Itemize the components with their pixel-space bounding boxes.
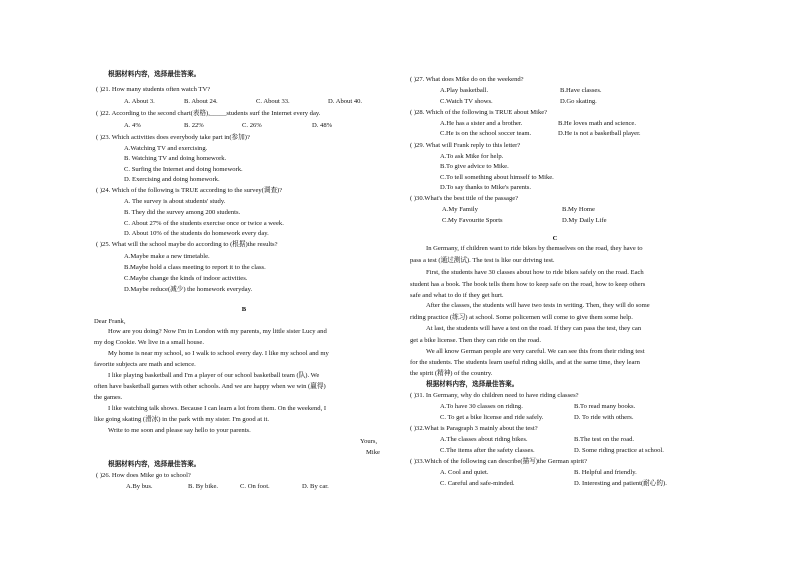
q22-option-d: D. 48% — [312, 122, 333, 129]
q30-stem: ( )30.What's the best title of the passage? — [410, 195, 519, 202]
q32-option-b: B.The test on the road. — [574, 436, 635, 443]
q33-stem: ( )33.Which of the following can describe(描写)the German spirit? — [410, 458, 588, 465]
letter-line: I like playing basketball and I'm a player of our school basketball team (队). We — [108, 372, 320, 379]
section-c-heading: C — [552, 235, 558, 242]
q26-option-b: B. By bike. — [188, 483, 219, 490]
q33-option-a: A. Cool and quiet. — [440, 469, 489, 476]
q23-option-a: A.Watching TV and exercising. — [124, 145, 208, 152]
q29-option-c: C.To tell something about himself to Mike. — [440, 174, 554, 181]
q25-option-d: D.Maybe reduce(减少) the homework everyday. — [124, 286, 253, 293]
instructions-3: 根据材料内容，选择最佳答案。 — [426, 381, 519, 388]
q23-option-b: B. Watching TV and doing homework. — [124, 155, 227, 162]
q22-stem: ( )22. According to the second chart(表格),_____students surf the Internet every day. — [96, 110, 321, 117]
instructions-1: 根据材料内容，选择最佳答案。 — [108, 71, 201, 78]
letter-line: my dog Cookie. We live in a small house. — [94, 339, 204, 346]
letter-line: favorite subjects are math and science. — [94, 361, 196, 368]
passage-line: After the classes, the students will have two tests in writing. Then, they will do some — [426, 302, 650, 309]
q21-option-c: C. About 33. — [256, 98, 290, 105]
q24-option-a: A. The survey is about students' study. — [124, 198, 226, 205]
q26-option-d: D. By car. — [302, 483, 329, 490]
q27-option-b: B.Have classes. — [560, 87, 602, 94]
q24-option-c: C. About 27% of the students exercise once or twice a week. — [124, 220, 284, 227]
q28-option-b: B.He loves math and science. — [558, 120, 637, 127]
instructions-2: 根据材料内容，选择最佳答案。 — [108, 461, 201, 468]
q24-option-d: D. About 10% of the students do homework every day. — [124, 230, 269, 237]
letter-line: I like watching talk shows. Because I can learn a lot from them. On the weekend, I — [108, 405, 327, 412]
q21-stem: ( )21. How many students often watch TV? — [96, 86, 211, 93]
q33-option-c: C. Careful and safe-minded. — [440, 480, 515, 487]
letter-closing: Yours, — [360, 438, 378, 445]
q30-option-c: C.My Favourite Sports — [442, 217, 503, 224]
q24-stem: ( )24. Which of the following is TRUE according to the survey(调查)? — [96, 187, 283, 194]
q29-stem: ( )29. What will Frank reply to this letter? — [410, 142, 521, 149]
passage-line: At last, the students will have a test on the road. If they can pass the test, they can — [426, 325, 642, 332]
passage-line: In Germany, if children want to ride bikes by themselves on the road, they have to — [426, 245, 643, 252]
letter-line: My home is near my school, so I walk to school every day. I like my school and my — [108, 350, 329, 357]
q28-stem: ( )28. Which of the following is TRUE about Mike? — [410, 109, 548, 116]
q27-option-c: C.Watch TV shows. — [440, 98, 493, 105]
q31-option-b: B.To read many books. — [574, 403, 636, 410]
q27-option-a: A.Play basketball. — [440, 87, 489, 94]
q23-stem: ( )23. Which activities does everybody take part in(参加)? — [96, 134, 250, 141]
passage-line: We all know German people are very careful. We can see this from their riding test — [426, 348, 645, 355]
q32-option-a: A.The classes about riding bikes. — [440, 436, 528, 443]
q29-option-a: A.To ask Mike for help. — [440, 153, 504, 160]
letter-greeting: Dear Frank, — [94, 318, 126, 325]
q31-option-a: A.To have 30 classes on riding. — [440, 403, 523, 410]
q22-option-a: A. 4% — [124, 122, 141, 129]
q32-stem: ( )32.What is Paragraph 3 mainly about the test? — [410, 425, 538, 432]
q21-option-b: B. About 24. — [184, 98, 218, 105]
q26-option-a: A.By bus. — [126, 483, 153, 490]
passage-line: pass a test (通过测试). The test is like our driving test. — [410, 257, 555, 264]
passage-line: student has a book. The book tells them how to keep safe on the road, how to keep others — [410, 281, 646, 288]
q25-option-a: A.Maybe make a new timetable. — [124, 253, 210, 260]
q22-option-b: B. 22% — [184, 122, 204, 129]
q31-option-d: D. To ride with others. — [574, 414, 634, 421]
q29-option-b: B.To give advice to Mike. — [440, 163, 509, 170]
q32-option-c: C.The items after the safety classes. — [440, 447, 535, 454]
q25-stem: ( )25. What will the school maybe do according to (根据)the results? — [96, 241, 278, 248]
q30-option-a: A.My Family — [442, 206, 478, 213]
q31-option-c: C. To get a bike license and ride safely. — [440, 414, 544, 421]
q24-option-b: B. They did the survey among 200 students. — [124, 209, 241, 216]
q29-option-d: D.To say thanks to Mike's parents. — [440, 184, 532, 191]
passage-line: safe and what to do if they get hurt. — [410, 292, 504, 299]
letter-line: often have basketball games with other schools. And we are happy when we win (赢得) — [94, 383, 326, 390]
q21-option-d: D. About 40. — [328, 98, 363, 105]
q25-option-b: B.Maybe hold a class meeting to report it to the class. — [124, 264, 266, 271]
q30-option-b: B.My Home — [562, 206, 595, 213]
q33-option-b: B. Helpful and friendly. — [574, 469, 637, 476]
q25-option-c: C.Maybe change the kinds of indoor activities. — [124, 275, 248, 282]
q23-option-d: D. Exercising and doing homework. — [124, 176, 220, 183]
q26-stem: ( )26. How does Mike go to school? — [96, 472, 191, 479]
q21-option-a: A. About 3. — [124, 98, 155, 105]
q23-option-c: C. Surfing the Internet and doing homework. — [124, 166, 243, 173]
q28-option-d: D.He is not a basketball player. — [558, 130, 641, 137]
q26-option-c: C. On foot. — [240, 483, 270, 490]
passage-line: get a bike license. Then they can ride on the road. — [410, 337, 541, 344]
letter-line: How are you doing? Now I'm in London with my parents, my little sister Lucy and — [108, 328, 327, 335]
section-b-heading: B — [241, 306, 247, 313]
q30-option-d: D.My Daily Life — [562, 217, 607, 224]
q27-stem: ( )27. What does Mike do on the weekend? — [410, 76, 524, 83]
q28-option-c: C.He is on the school soccer team. — [440, 130, 532, 137]
q22-option-c: C. 26% — [242, 122, 262, 129]
passage-line: First, the students have 30 classes about how to ride bikes safely on the road. Each — [426, 269, 644, 276]
q33-option-d: D. Interesting and patient(耐心的). — [574, 480, 667, 487]
letter-line: the games. — [94, 394, 123, 401]
passage-line: the spirit (精神) of the country. — [410, 370, 493, 377]
q27-option-d: D.Go skating. — [560, 98, 597, 105]
letter-line: Write to me soon and please say hello to your parents. — [108, 427, 251, 434]
passage-line: riding practice (练习) at school. Some policemen will come to give them some help. — [410, 314, 633, 321]
letter-signature: Mike — [366, 449, 380, 456]
q31-stem: ( )31. In Germany, why do children need to have riding classes? — [410, 392, 579, 399]
letter-line: like going skating (滑冰) in the park with my sister. I'm good at it. — [94, 416, 269, 423]
q28-option-a: A.He has a sister and a brother. — [440, 120, 523, 127]
passage-line: for the students. The students learn useful riding skills, and at the same time, they learn — [410, 359, 640, 366]
q32-option-d: D. Some riding practice at school. — [574, 447, 664, 454]
